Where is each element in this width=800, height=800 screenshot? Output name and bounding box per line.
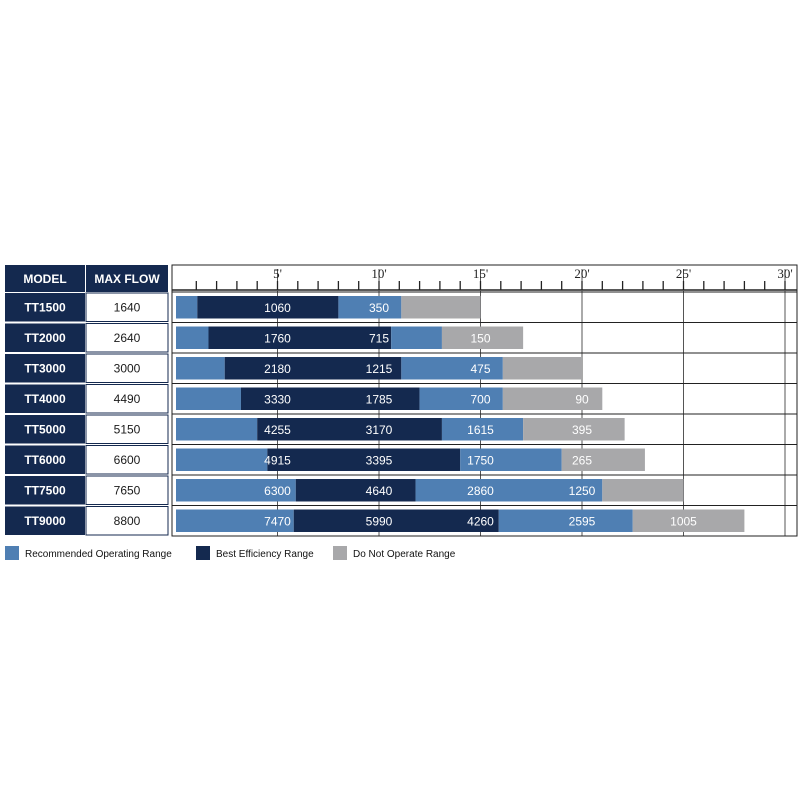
data-label: 1005 (670, 514, 697, 529)
data-label: 2860 (467, 483, 494, 498)
bar-segment-best (267, 449, 460, 472)
max-flow-value: 5150 (113, 422, 141, 437)
legend-label: Recommended Operating Range (25, 549, 172, 560)
legend-label: Best Efficiency Range (216, 549, 314, 560)
bar-segment-recommended (176, 388, 241, 411)
data-label: 265 (571, 453, 593, 468)
bar-segment-do-not (602, 479, 683, 502)
data-label: 150 (470, 331, 491, 346)
bar-segment-recommended (391, 327, 442, 350)
model-name: TT5000 (24, 422, 66, 437)
model-name: TT6000 (24, 452, 66, 467)
bar-segment-recommended (176, 327, 208, 350)
tick-label: 15' (472, 266, 489, 281)
legend-swatch (333, 546, 347, 560)
bar-segment-recommended (176, 296, 197, 319)
data-label: 4260 (467, 514, 494, 529)
max-flow-value: 8800 (113, 513, 141, 528)
data-label: 4640 (365, 483, 393, 498)
data-label: 715 (368, 331, 390, 346)
bar-segment-recommended (176, 357, 225, 380)
model-name: TT9000 (24, 513, 66, 528)
data-label: 1060 (264, 300, 291, 315)
bar-segment-do-not (401, 296, 480, 319)
bar-segment-do-not (503, 357, 582, 380)
header-model-label: MODEL (23, 272, 67, 286)
data-label: 4915 (264, 453, 291, 468)
data-label: 1760 (264, 331, 291, 346)
model-name: TT4000 (24, 391, 66, 406)
data-label: 90 (575, 392, 589, 407)
bar-segment-recommended (176, 449, 267, 472)
legend-label: Do Not Operate Range (353, 549, 456, 560)
tick-label: 10' (371, 266, 387, 281)
bar-segment-best (208, 327, 391, 350)
model-name: TT7500 (24, 483, 66, 498)
data-label: 7470 (264, 514, 291, 529)
data-label: 5990 (365, 514, 393, 529)
legend-swatch (196, 546, 210, 560)
data-label: 350 (368, 300, 390, 315)
model-name: TT3000 (24, 361, 66, 376)
data-label: 2180 (264, 361, 291, 376)
data-label: 4255 (264, 422, 291, 437)
data-label: 395 (571, 422, 593, 437)
max-flow-value: 6600 (113, 452, 141, 467)
max-flow-value: 4490 (113, 391, 141, 406)
tick-label: 30' (777, 266, 793, 281)
max-flow-value: 7650 (113, 483, 141, 498)
header-max-flow-label: MAX FLOW (94, 272, 160, 286)
max-flow-value: 3000 (113, 361, 141, 376)
data-label: 6300 (264, 483, 291, 498)
max-flow-value: 1640 (113, 300, 141, 315)
bar-segment-recommended (499, 510, 633, 533)
bar-segment-recommended (176, 418, 257, 441)
data-label: 2595 (568, 514, 596, 529)
bar-segment-best (296, 479, 416, 502)
data-label: 3330 (264, 392, 291, 407)
data-label: 1250 (568, 483, 596, 498)
tick-label: 20' (574, 266, 590, 281)
tick-label: 5' (273, 266, 282, 281)
tick-label: 25' (675, 266, 692, 281)
data-label: 1215 (365, 361, 393, 376)
model-name: TT1500 (24, 300, 66, 315)
data-label: 475 (470, 361, 491, 376)
data-label: 1615 (467, 422, 494, 437)
data-label: 3170 (365, 422, 393, 437)
legend-swatch (5, 546, 19, 560)
data-label: 3395 (365, 453, 393, 468)
data-label: 700 (470, 392, 491, 407)
data-label: 1785 (365, 392, 393, 407)
data-label: 1750 (467, 453, 494, 468)
max-flow-value: 2640 (113, 330, 141, 345)
model-name: TT2000 (24, 330, 66, 345)
